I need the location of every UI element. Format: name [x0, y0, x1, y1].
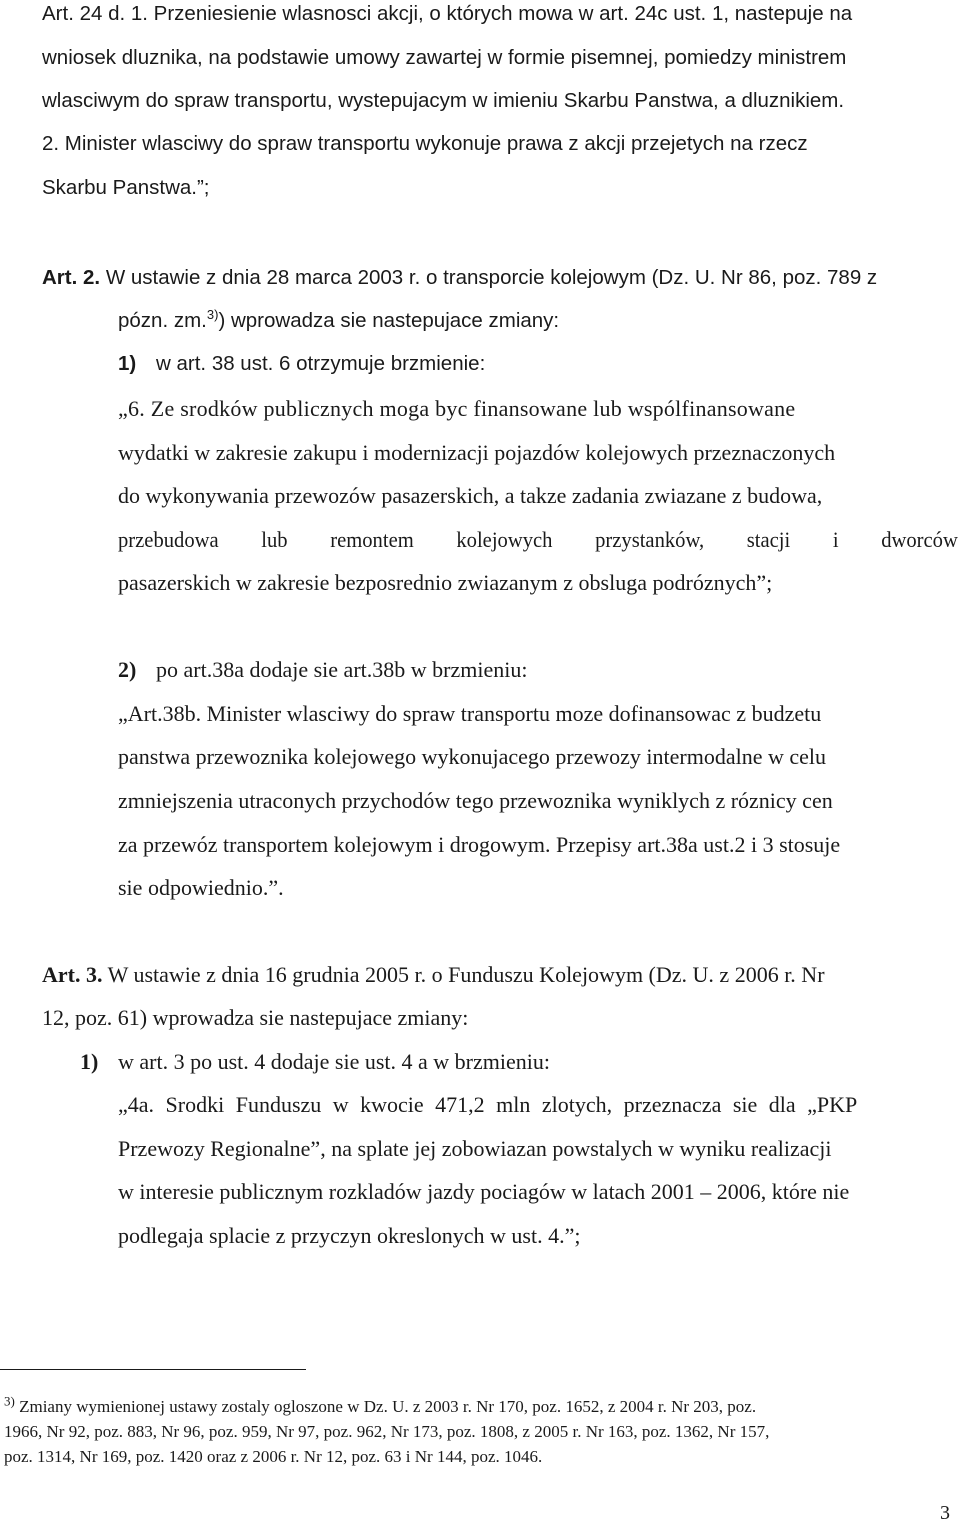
- art3-4a-line-1: „4a. Srodki Funduszu w kwocie 471,2 mln zlotych, przeznacza sie dla „PKP: [118, 1092, 858, 1117]
- item-number: 1): [80, 1049, 99, 1074]
- art24d-line-1: Art. 24 d. 1. Przeniesienie wlasnosci akcji, o których mowa w art. 24c ust. 1, nastepuje na: [42, 2, 853, 25]
- art24d-line-5: Skarbu Panstwa.”;: [42, 176, 210, 199]
- art24d-line-3: wlasciwym do spraw transportu, wystepujacym w imieniu Skarbu Panstwa, a dluznikiem.: [42, 89, 845, 112]
- footnote-line-2: 1966, Nr 92, poz. 883, Nr 96, poz. 959, Nr 97, poz. 962, Nr 173, poz. 1808, z 2005 r. Nr 163, poz. 1362, Nr 157,: [4, 1422, 770, 1441]
- art3-line-2: 12, poz. 61) wprowadza sie nastepujace zmiany:: [42, 1005, 469, 1030]
- footnote-mark: 3): [4, 1393, 15, 1409]
- art3-heading: Art. 3.: [42, 962, 103, 987]
- art38-q-line-3: do wykonywania przewozów pasazerskich, a takze zadania zwiazane z budowa,: [118, 483, 823, 508]
- art24d-line-2: wniosek dluznika, na podstawie umowy zawartej w formie pisemnej, pomiedzy ministrem: [42, 46, 847, 69]
- quote-text: „6. Ze srodków publicznych moga byc finansowane lub wspólfinansowane: [118, 396, 796, 421]
- art38b-line-3: zmniejszenia utraconych przychodów tego przewoznika wyniklych z róznicy cen: [118, 788, 833, 813]
- item-text: po art.38a dodaje sie art.38b w brzmieniu:: [156, 657, 528, 682]
- page-number: 3: [940, 1502, 950, 1524]
- art3-line-1: [42, 964, 825, 986]
- art38-q-line-2: wydatki w zakresie zakupu i modernizacji pojazdów kolejowych przeznaczonych: [118, 440, 836, 465]
- art3-4a-line-2: Przewozy Regionalne”, na splate jej zobowiazan powstalych w wyniku realizacji: [118, 1136, 832, 1161]
- art24d-line-4: 2. Minister wlasciwy do spraw transportu wykonuje prawa z akcji przejetych na rzecz: [42, 132, 808, 155]
- art38-q-line-1: [118, 398, 795, 420]
- art38b-line-5: sie odpowiednio.”.: [118, 875, 284, 900]
- footnote-separator: [0, 1369, 306, 1370]
- art3-4a-line-3: w interesie publicznym rozkladów jazdy pociagów w latach 2001 – 2006, które nie: [118, 1179, 850, 1204]
- footnote-line-1: [4, 1393, 757, 1416]
- art3-intro: W ustawie z dnia 16 grudnia 2005 r. o Funduszu Kolejowym (Dz. U. z 2006 r. Nr: [107, 962, 825, 987]
- art2-intro: W ustawie z dnia 28 marca 2003 r. o transporcie kolejowym (Dz. U. Nr 86, poz. 789 z: [105, 266, 878, 289]
- art3-item-1: [80, 1051, 550, 1073]
- item-number: 1): [118, 352, 137, 375]
- art2-line-2: [118, 307, 560, 332]
- art38b-line-1: „Art.38b. Minister wlasciwy do spraw transportu moze dofinansowac z budzetu: [118, 701, 822, 726]
- art2-line-1: [42, 268, 877, 289]
- art38b-line-2: panstwa przewoznika kolejowego wykonujacego przewozy intermodalne w celu: [118, 744, 827, 769]
- item-text: w art. 38 ust. 6 otrzymuje brzmienie:: [156, 352, 486, 375]
- footnote-text: Zmiany wymienionej ustawy zostaly ogloszone w Dz. U. z 2003 r. Nr 170, poz. 1652, z 2004 r. Nr 203, poz.: [19, 1397, 757, 1416]
- art38-q-line-5: pasazerskich w zakresie bezposrednio zwiazanym z obsluga podróznych”;: [118, 570, 773, 595]
- item-text: w art. 3 po ust. 4 dodaje sie ust. 4 a w brzmieniu:: [118, 1049, 550, 1074]
- footnote-line-3: poz. 1314, Nr 169, poz. 1420 oraz z 2006 r. Nr 12, poz. 63 i Nr 144, poz. 1046.: [4, 1447, 543, 1466]
- art2-pozn: pózn. zm.: [118, 309, 207, 332]
- item-number: 2): [118, 657, 137, 682]
- art3-4a-line-4: podlegaja splacie z przyczyn okreslonych w ust. 4.”;: [118, 1223, 581, 1248]
- art38-q-line-4: przebudowa lub remontem kolejowych przystanków, stacji i dworców: [118, 527, 958, 552]
- art38b-line-4: za przewóz transportem kolejowym i drogowym. Przepisy art.38a ust.2 i 3 stosuje: [118, 832, 841, 857]
- footnote-ref: 3): [206, 307, 219, 323]
- art2-changes: ) wprowadza sie nastepujace zmiany:: [218, 309, 560, 332]
- art2-item-1: [118, 354, 485, 375]
- art2-heading: Art. 2.: [42, 266, 101, 289]
- art2-item-2: [118, 659, 527, 681]
